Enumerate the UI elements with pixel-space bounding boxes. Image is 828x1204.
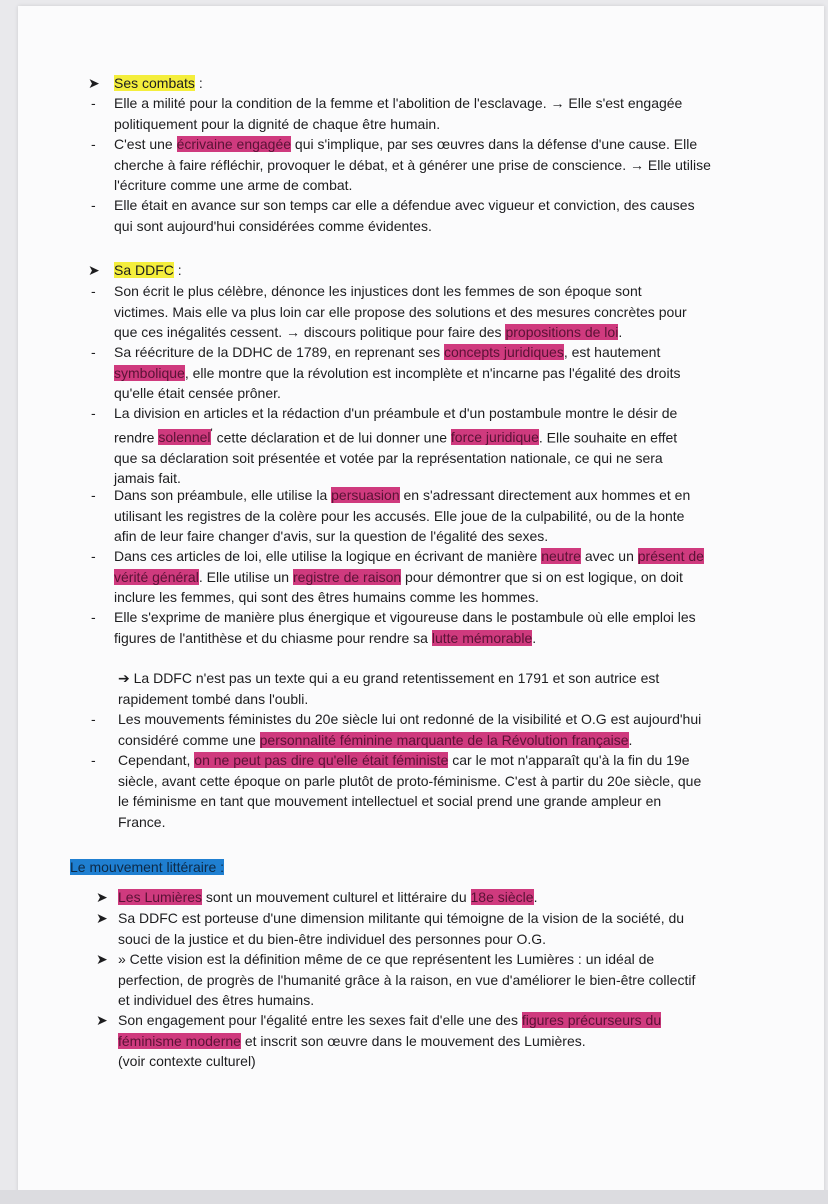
dash-bullet: - <box>91 283 96 299</box>
section-mouvement-litteraire-heading <box>70 857 224 878</box>
arrow-bullet: ➤ <box>96 1012 108 1028</box>
highlight: persuasion <box>331 487 400 503</box>
dash-bullet: - <box>91 405 96 421</box>
section-ses-combats-heading: Ses combats : <box>114 75 203 91</box>
dash-bullet: - <box>91 548 96 564</box>
paragraph-mouvements: Les mouvements féministes du 20e siècle lui ont redonné de la visibilité et O.G est aujourd'hui considéré comme une personnalité féminine marquante de la Révolution française. <box>118 711 702 748</box>
highlight: propositions de loi <box>505 324 619 340</box>
dash-bullet: - <box>91 487 96 503</box>
heading-highlight: Le mouvement littéraire : <box>70 859 225 875</box>
dash-bullet: - <box>91 95 96 111</box>
dash-bullet: - <box>91 344 96 360</box>
highlight: figures précurseurs du <box>521 1012 662 1028</box>
highlight: lutte mémorable <box>431 629 533 646</box>
paragraph-articles: Dans ces articles de loi, elle utilise la logique en écrivant de manière neutre avec un présent de vérité général. Elle utilise un registre de raison pour démontrer que si on est logique, on doit inclure les femmes, qui sont des êtres humains comme les hommes. <box>114 548 704 605</box>
dash-bullet: - <box>91 711 96 727</box>
dash-bullet: - <box>91 197 96 213</box>
dash-bullet: - <box>91 136 96 152</box>
highlight: force juridique <box>450 429 539 446</box>
paragraph-vision: » Cette vision est la définition même de ce que représentent les Lumières : un idéal de perfection, de progrès de l'humanité grâce à la raison, en vue d'améliorer le bien-être collectif et individuel des êtres humains. <box>118 951 696 1008</box>
paragraph-militance: Elle a milité pour la condition de la femme et l'abolition de l'esclavage. → Elle s'est engagée politiquement pour la dignité de chaque être humain. <box>114 95 683 132</box>
paragraph-ecrit: Son écrit le plus célèbre, dénonce les injustices dont les femmes de son époque sont victimes. Mais elle va plus loin car elle propose des solutions et des mesures concrètes pour que ces inégalités cessent. → discours politique pour faire des propositions de loi. <box>114 283 687 340</box>
highlight: féminisme moderne <box>118 1032 241 1049</box>
paragraph-avance: Elle était en avance sur son temps car elle a défendue avec vigueur et conviction, des causes qui sont aujourd'hui considérées comme évidentes. <box>114 197 695 234</box>
highlight: concepts juridiques <box>443 344 564 360</box>
highlight: symbolique <box>114 364 185 381</box>
paragraph-reecriture: Sa réécriture de la DDHC de 1789, en reprenant ses concepts juridiques, est hautement symbolique, elle montre que la révolution est incomplète et n'incarne pas l'égalité des droits qu'elle était censée prôner. <box>114 344 681 401</box>
conclusion-paragraph: ➔ La DDFC n'est pas un texte qui a eu grand retentissement en 1791 et son autrice est rapidement tombé dans l'oubli. <box>118 670 660 707</box>
heading-highlight: Sa DDFC <box>114 262 174 278</box>
section-ddfc-heading: Sa DDFC : <box>114 262 182 278</box>
dash-bullet: - <box>91 752 96 768</box>
paragraph-cependant: Cependant, on ne peut pas dire qu'elle était féministe car le mot n'apparaît qu'à la fin du 19e siècle, avant cette époque on parle plutôt de proto-féminisme. C'est à partir du 20e siècle, que le féminisme en tant que mouvement intellectuel et social prend une grande ampleur en France. <box>118 752 702 830</box>
paragraph-preambule: Dans son préambule, elle utilise la persuasion en s'adressant directement aux hommes et en utilisant les registres de la colère pour les accusés. Elle joue de la culpabilité, ou de la honte afin de leur faire changer d'avis, sur la question de l'égalité des sexes. <box>114 487 691 544</box>
arrow-bullet: ➤ <box>96 910 108 926</box>
highlight: personnalité féminine marquante de la Révolution française <box>259 731 629 748</box>
highlight: solennel <box>158 429 211 446</box>
highlight: neutre <box>541 548 581 564</box>
highlight: Les Lumières <box>118 889 203 905</box>
paragraph-lumieres: Les Lumières sont un mouvement culturel et littéraire du 18e siècle. <box>118 889 538 905</box>
heading-highlight: Ses combats <box>114 75 195 91</box>
paragraph-engagement: Son engagement pour l'égalité entre les sexes fait d'elle une des figures précurseurs du féminisme moderne et inscrit son œuvre dans le mouvement des Lumières. (voir contexte culturel) <box>118 1012 662 1069</box>
arrow-bullet: ➤ <box>96 951 108 967</box>
highlight: présent de <box>637 548 704 564</box>
arrow-bullet: ➤ <box>96 889 108 905</box>
highlight: on ne peut pas dire qu'elle était féministe <box>194 752 449 768</box>
paragraph-dimension-militante: Sa DDFC est porteuse d'une dimension militante qui témoigne de la vision de la société, du souci de la justice et du bien-être individuel des personnes pour O.G. <box>118 910 685 947</box>
arrow-bullet: ➤ <box>88 75 100 91</box>
dash-bullet: - <box>91 609 96 625</box>
highlight: 18e siècle <box>470 889 534 905</box>
arrow-bullet: ➤ <box>88 262 100 278</box>
highlight: registre de raison <box>293 568 402 585</box>
highlight: écrivaine engagée <box>176 136 292 152</box>
paragraph-postambule: Elle s'exprime de manière plus énergique et vigoureuse dans le postambule où elle emploi les figures de l'antithèse et du chiasme pour rendre sa lutte mémorable. <box>114 609 696 646</box>
highlight: vérité général <box>114 568 199 585</box>
table-surface <box>0 1190 828 1204</box>
paragraph-ecrivaine: C'est une écrivaine engagée qui s'implique, par ses œuvres dans la défense d'une cause. Elle cherche à faire réfléchir, provoquer le débat, et à générer une prise de conscience. → Elle utilise l'écriture comme une arme de combat. <box>114 136 711 193</box>
paragraph-division: La division en articles et la rédaction d'un préambule et d'un postambule montre le désir de rendre solennel' cette déclaration et de lui donner une force juridique. Elle souhaite en effet que sa déclaration soit présentée et votée par la représentation nationale, ce qui ne sera jamais fait. <box>114 405 678 487</box>
